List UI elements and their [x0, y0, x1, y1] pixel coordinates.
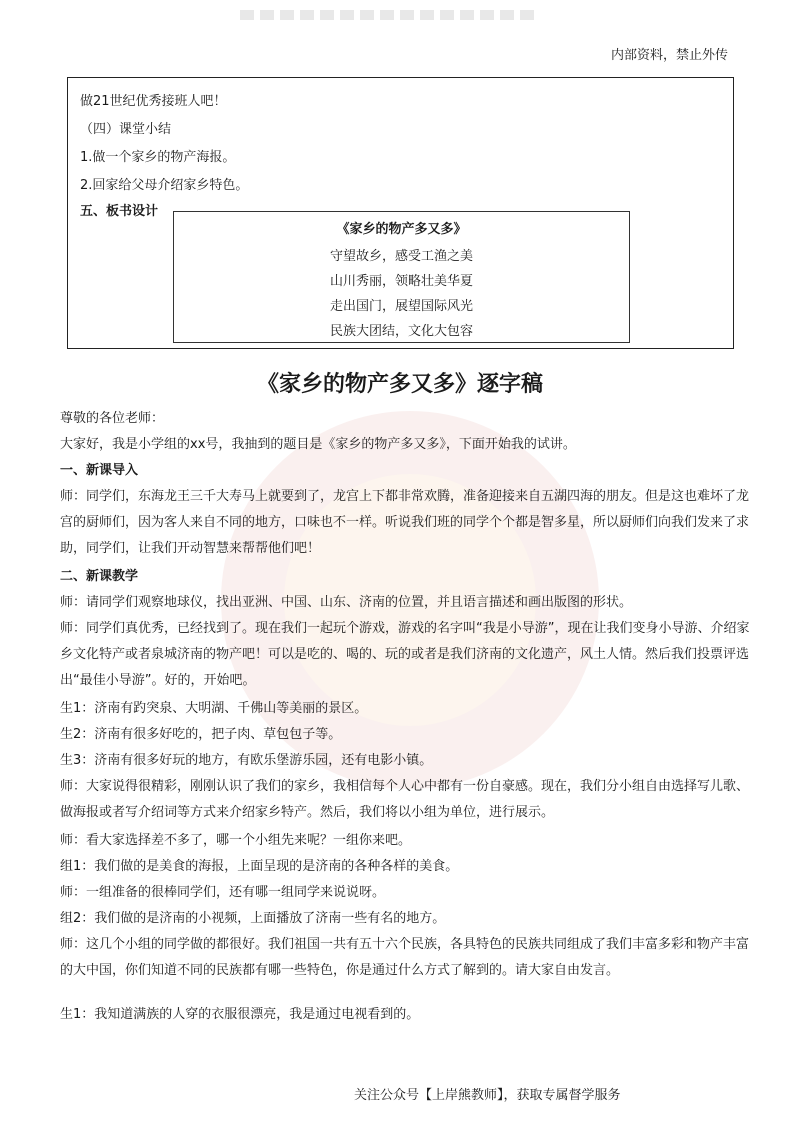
box-line-4: 2.回家给父母介绍家乡特色。: [80, 178, 249, 193]
board-line-2: 山川秀丽，领略壮美华夏: [329, 274, 473, 289]
footer-promo: 关注公众号【上岸熊教师】，获取专属督学服务: [354, 1088, 621, 1103]
lesson-plan-box: [67, 77, 734, 349]
paragraph: 师：同学们真优秀，已经找到了。现在我们一起玩个游戏，游戏的名字叫“我是小导游”，现在让我们变身小导游、介绍家乡文化特产或者泉城济南的物产吧！可以是吃的、喝的、玩的或者是我们济南的文化遗产，风土人情。然后我们投票评选出“最佳小导游”。好的，开始吧。: [60, 621, 750, 688]
paragraph: 生2：济南有很多好吃的，把子肉、草包包子等。: [60, 727, 342, 742]
paragraph: 组1：我们做的是美食的海报，上面呈现的是济南的各种各样的美食。: [60, 859, 459, 874]
paragraph: 尊敬的各位老师：: [60, 411, 165, 426]
paragraph: 生3：济南有很多好玩的地方，有欧乐堡游乐园，还有电影小镇。: [60, 753, 433, 768]
board-line-3: 走出国门，展望国际风光: [329, 299, 473, 314]
board-design: [173, 211, 630, 343]
board-line-1: 守望故乡，感受工渔之美: [329, 249, 473, 264]
box-line-1: 做21世纪优秀接班人吧！: [80, 94, 227, 109]
paragraph: 师：大家说得很精彩，刚刚认识了我们的家乡，我相信每个人心中都有一份自豪感。现在，我们分小组自由选择写儿歌、做海报或者写介绍词等方式来介绍家乡特产。然后，我们将以小组为单位，进行展示。: [60, 779, 750, 820]
board-line-4: 民族大团结，文化大包容: [329, 324, 473, 339]
paragraph: 生1：济南有趵突泉、大明湖、千佛山等美丽的景区。: [60, 701, 368, 716]
box-line-3: 1.做一个家乡的物产海报。: [80, 150, 236, 165]
paragraph: 师：这几个小组的同学做的都很好。我们祖国一共有五十六个民族，各具特色的民族共同组成了我们丰富多彩和物产丰富的大中国，你们知道不同的民族都有哪一些特色，你是通过什么方式了解到的。请大家自由发言。: [60, 937, 750, 978]
faded-header-mark: [240, 10, 540, 20]
paragraph: 组2：我们做的是济南的小视频，上面播放了济南一些有名的地方。: [60, 911, 446, 926]
doc-title: 《家乡的物产多又多》逐字稿: [256, 371, 543, 397]
box-line-2: （四）课堂小结: [80, 122, 172, 137]
paragraph: 师：一组准备的很棒同学们，还有哪一组同学来说说呀。: [60, 885, 386, 900]
box-line-5: 五、板书设计: [80, 204, 159, 219]
paragraph: 大家好，我是小学组的xx号，我抽到的题目是《家乡的物产多又多》，下面开始我的试讲。: [60, 437, 576, 452]
paragraph: 生1：我知道满族的人穿的衣服很漂亮，我是通过电视看到的。: [60, 1007, 420, 1022]
section-heading: 二、新课教学: [60, 569, 139, 584]
paragraph: 师：看大家选择差不多了，哪一个小组先来呢？一组你来吧。: [60, 833, 412, 848]
paragraph: 师：请同学们观察地球仪，找出亚洲、中国、山东、济南的位置，并且语言描述和画出版图的形状。: [60, 595, 633, 610]
confidential-note: 内部资料，禁止外传: [610, 48, 728, 63]
paragraph: 师：同学们，东海龙王三千大寿马上就要到了，龙宫上下都非常欢腾，准备迎接来自五湖四海的朋友。但是这也难坏了龙宫的厨师们，因为客人来自不同的地方，口味也不一样。听说我们班的同学个个都是智多星，所以厨师们向我们发来了求助，同学们，让我们开动智慧来帮帮他们吧！: [60, 489, 750, 556]
board-title: 《家乡的物产多又多》: [336, 222, 467, 237]
section-heading: 一、新课导入: [60, 463, 139, 478]
